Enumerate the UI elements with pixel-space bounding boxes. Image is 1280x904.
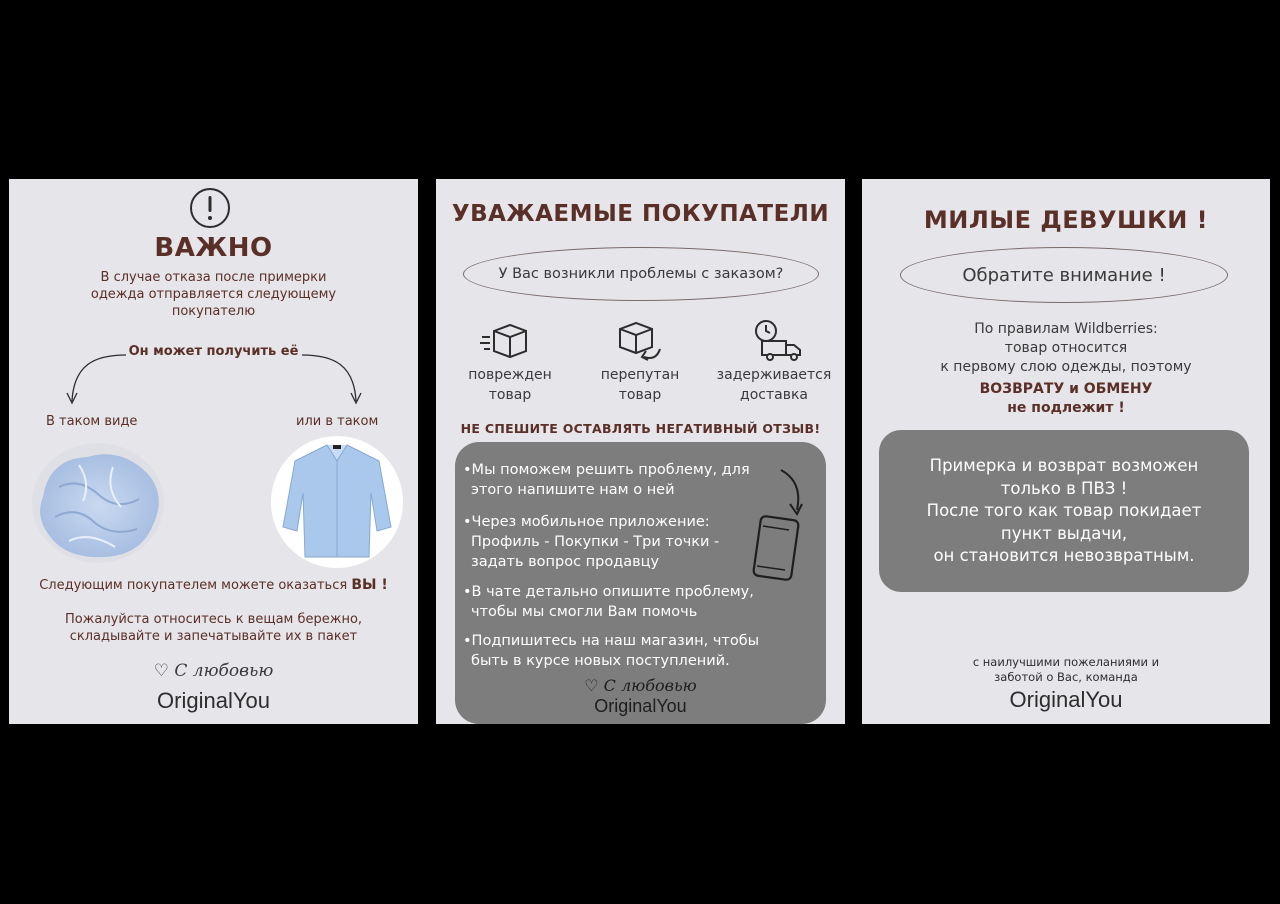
card-dear-customers — [436, 179, 845, 724]
bullet-app: •Через мобильное приложение: Профиль - Покупки - Три точки - задать вопрос продавцу — [463, 514, 720, 570]
card1-signoff: ♡ С любовью — [153, 661, 274, 681]
card3-return-box — [879, 430, 1249, 592]
card1-intro: В случае отказа после примерки одежда отправляется следующему покупателю — [90, 270, 337, 319]
heart-icon: ♡ — [153, 661, 169, 681]
card3-emph: ВОЗВРАТУ и ОБМЕНУ не подлежит ! — [979, 381, 1153, 416]
issue-delayed: задерживается доставка — [716, 367, 832, 403]
crumpled-shirt-image — [29, 437, 167, 567]
card1-care-text: Пожалуйста относитесь к вещам бережно, складывайте и запечатывайте их в пакет — [64, 612, 363, 644]
delivery-truck-clock-icon — [754, 319, 804, 363]
heart-icon: ♡ — [584, 676, 599, 695]
issue-damaged: поврежден товар — [468, 367, 552, 403]
card3-title: МИЛЫЕ ДЕВУШКИ ! — [923, 206, 1209, 234]
bullet-help: •Мы поможем решить проблему, для этого напишите нам о ней — [463, 462, 750, 498]
card1-title: ВАЖНО — [154, 233, 273, 263]
card-dear-girls — [862, 179, 1270, 724]
card3-closing: с наилучшими пожеланиями и заботой о Вас, команда — [972, 655, 1160, 684]
card1-brand: OriginalYou — [157, 688, 270, 713]
bullet-chat: •В чате детально опишите проблему, чтобы мы смогли Вам помочь — [463, 584, 754, 620]
two-arrows — [64, 349, 364, 409]
card2-signoff: ♡ С любовью — [584, 676, 697, 695]
card1-right-label: или в таком — [296, 414, 379, 429]
card2-brand: OriginalYou — [594, 696, 687, 716]
card3-notice: Обратите внимание ! — [900, 247, 1228, 303]
return-box-icon — [616, 319, 664, 363]
card3-rules: По правилам Wildberries: товар относится к первому слою одежды, поэтому — [940, 321, 1192, 375]
card2-question: У Вас возникли проблемы с заказом? — [463, 247, 819, 301]
card-important — [9, 179, 418, 724]
card2-help-box — [455, 442, 826, 724]
card1-next-buyer: Следующим покупателем можете оказаться ВЫ ! — [39, 577, 388, 593]
card3-brand: OriginalYou — [1009, 687, 1123, 712]
card2-title: УВАЖАЕМЫЕ ПОКУПАТЕЛИ — [451, 201, 830, 227]
phone-arrow-icon — [745, 462, 805, 582]
exclamation-circle-icon — [189, 187, 231, 229]
folded-blue-shirt-image — [269, 435, 405, 569]
bullet-subscribe: •Подпишитесь на наш магазин, чтобы быть в курсе новых поступлений. — [463, 633, 760, 669]
card2-warning: НЕ СПЕШИТЕ ОСТАВЛЯТЬ НЕГАТИВНЫЙ ОТЗЫВ! — [460, 421, 821, 436]
damaged-box-icon — [480, 319, 528, 363]
card1-left-label: В таком виде — [46, 414, 138, 429]
issue-mixed-up: перепутан товар — [600, 367, 680, 403]
card1-center-label: Он может получить её — [128, 344, 299, 359]
card3-return-text: Примерка и возврат возможен только в ПВЗ ! После того как товар покидает пункт выдачи, он становится невозвратным. — [926, 456, 1202, 565]
